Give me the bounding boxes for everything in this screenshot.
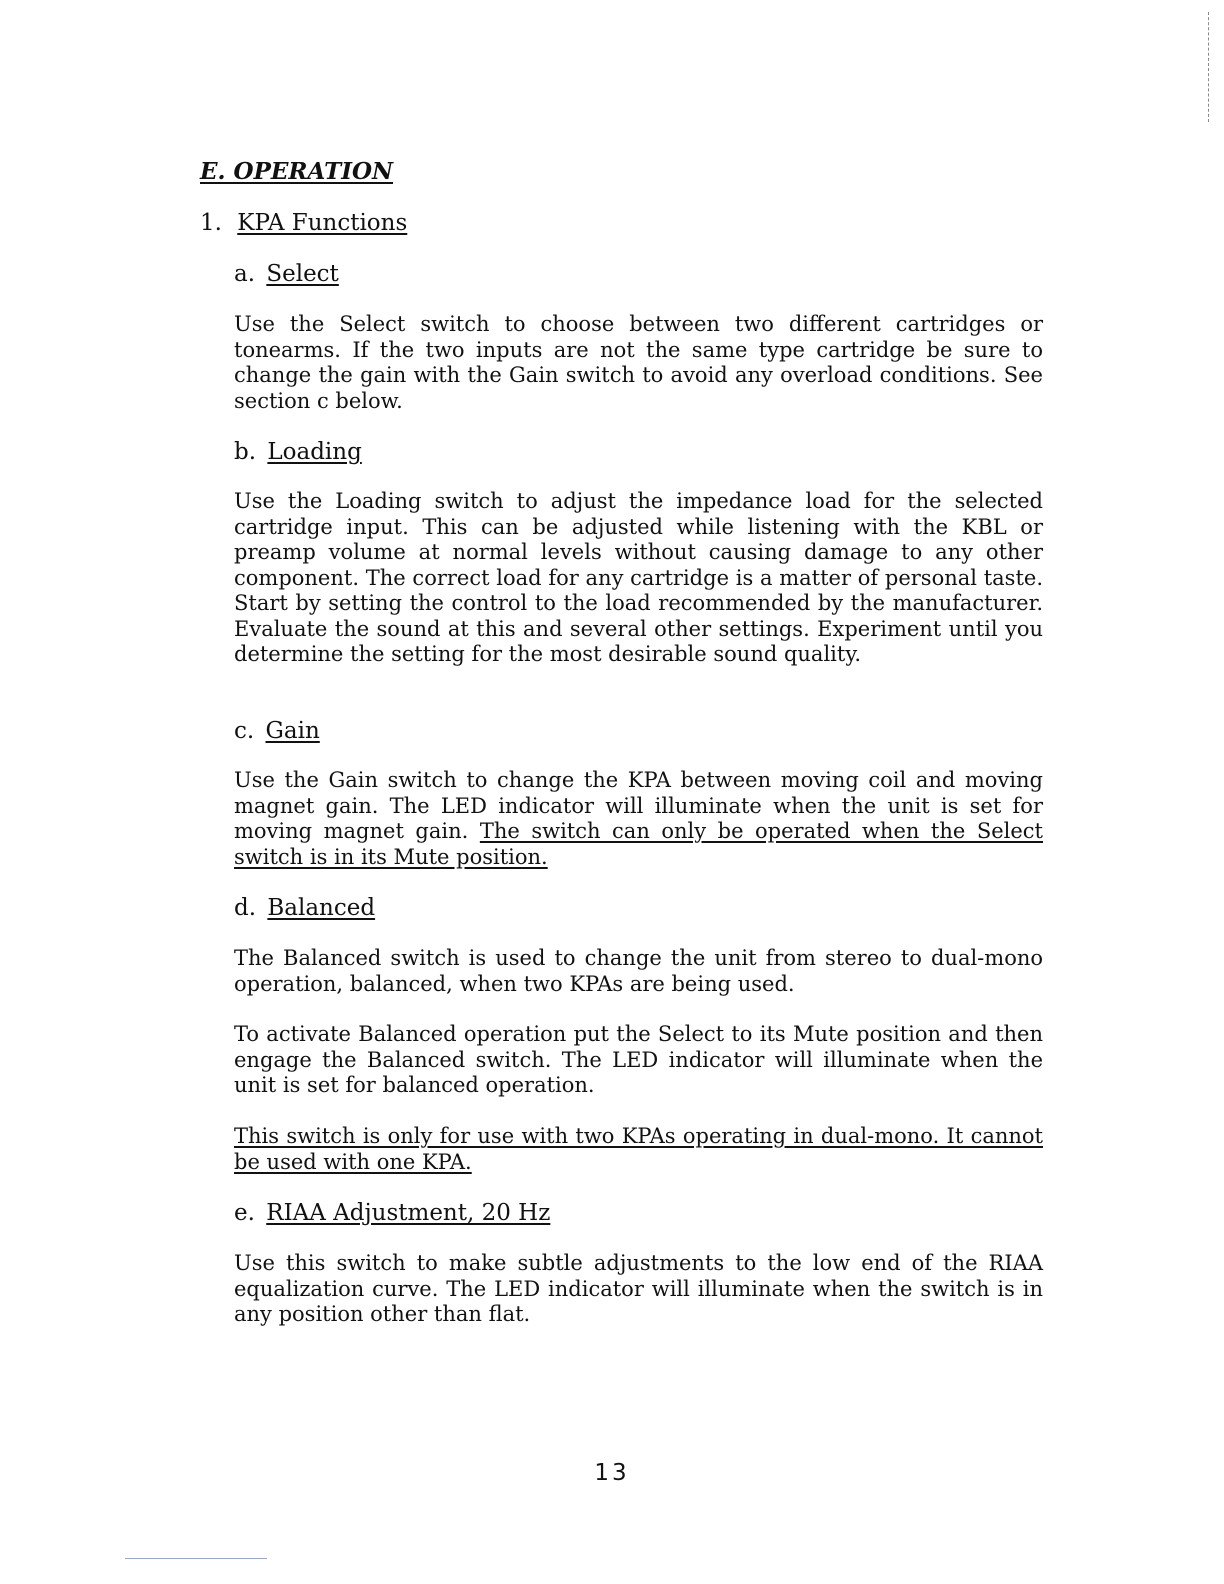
subheading-title: Loading [267,439,362,465]
subheading-title: Balanced [267,895,376,921]
paragraph-text: Use this switch to make subtle adjustments to the low end of the RIAA equalization curve. The LED indicator will illuminate when the switch is in any position other than flat. [234,1251,1043,1326]
subheading-letter: a. [234,261,256,287]
paragraph-select [234,312,1043,414]
page-number: 13 [594,1460,630,1486]
subheading-title: Gain [265,718,320,744]
paragraph-balanced-2 [234,1022,1043,1099]
item-title: KPA Functions [237,210,408,236]
paragraph-balanced-3 [234,1124,1043,1175]
subheading-loading [234,439,362,465]
subheading-letter: b. [234,439,257,465]
paragraph-loading [234,489,1043,668]
subheading-title: RIAA Adjustment, 20 Hz [266,1200,551,1226]
subheading-letter: d. [234,895,257,921]
paragraph-riaa-adjustment [234,1251,1043,1328]
paragraph-text: To activate Balanced operation put the Select to its Mute position and then engage the Balanced switch. The LED indicator will illuminate when the unit is set for balanced operation. [234,1022,1043,1097]
paragraph-balanced-1 [234,946,1043,997]
subheading-letter: e. [234,1200,255,1226]
paragraph-text: Use the Gain switch to change the KPA between moving coil and moving magnet gain. The LED indicator will illuminate when the unit is set for moving magnet gain. [234,768,1043,843]
section-title: E. OPERATION [200,158,394,185]
item-heading-kpa-functions [200,210,407,236]
paragraph-text: Use the Loading switch to adjust the impedance load for the selected cartridge input. This can be adjusted while listening with the KBL or preamp volume at normal levels without causing damage to any other component. The correct load for any cartridge is a matter of personal taste. Start by setting the control to the load recommended by the manufacturer. Evaluate the sound at this and several other settings. Experiment until you determine the setting for the most desirable sound quality. [234,489,1043,666]
subheading-letter: c. [234,718,255,744]
scan-artifact-mark [1208,12,1210,122]
paragraph-text: The Balanced switch is used to change the unit from stereo to dual-mono operation, balanced, when two KPAs are being used. [234,946,1043,996]
subheading-select [234,261,339,287]
subheading-riaa-adjustment [234,1200,550,1226]
item-number: 1. [200,210,222,236]
paragraph-gain [234,768,1043,870]
subheading-balanced [234,895,375,921]
paragraph-underlined-note: The switch can only be operated when the Select switch is in its Mute position. [234,819,1043,869]
scan-artifact-line [125,1558,267,1559]
subheading-gain [234,718,320,744]
subheading-title: Select [266,261,339,287]
paragraph-underlined-note: This switch is only for use with two KPAs operating in dual-mono. It cannot be used with one KPA. [234,1124,1043,1174]
paragraph-text: Use the Select switch to choose between two different cartridges or tonearms. If the two inputs are not the same type cartridge be sure to change the gain with the Gain switch to avoid any overload conditions. See section c below. [234,312,1043,413]
